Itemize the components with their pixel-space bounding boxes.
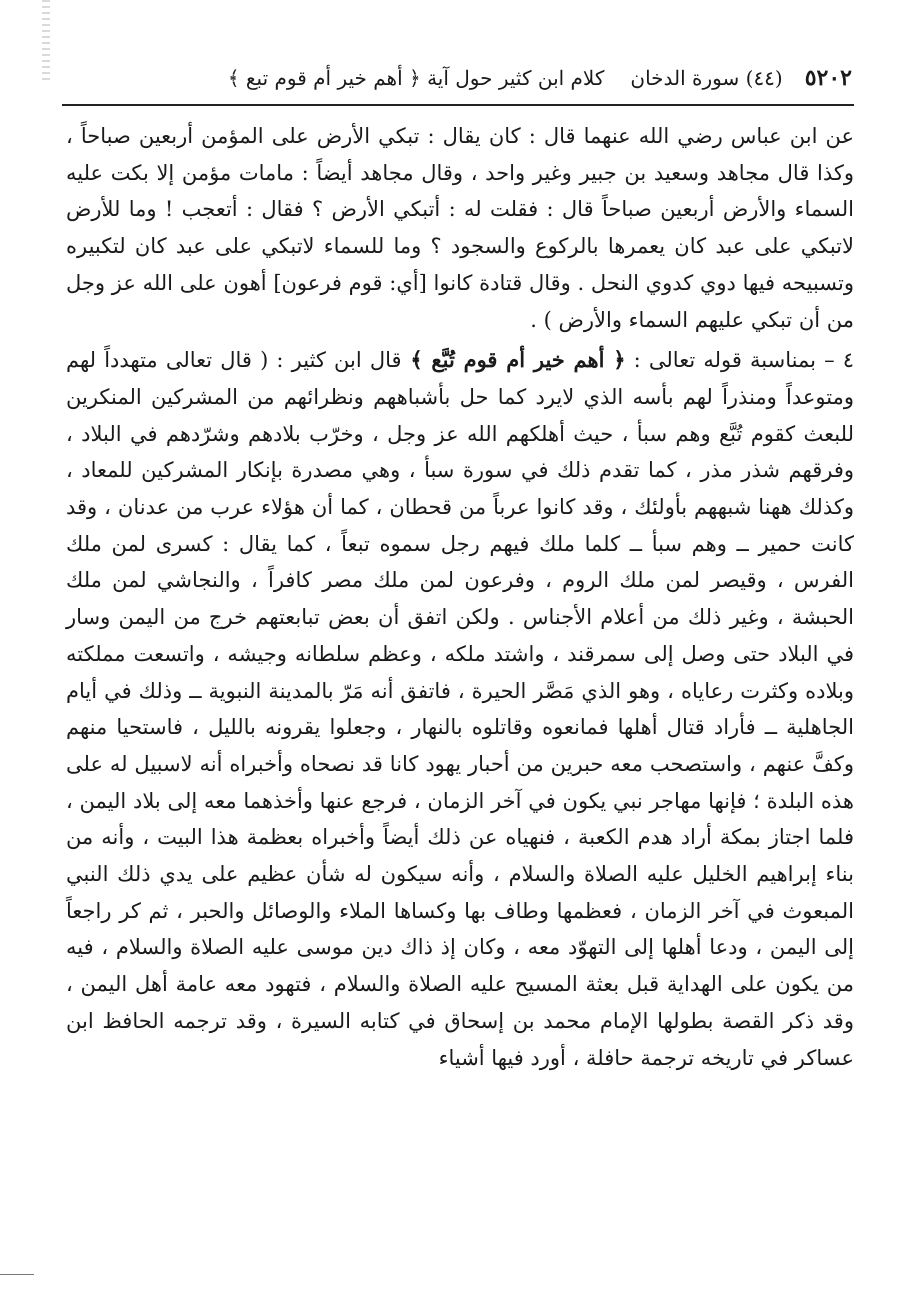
page-body — [66, 118, 854, 1076]
scan-bottom-mark — [0, 1274, 34, 1275]
verse-quote: ﴿ أهم خير أم قوم تُبَّع ﴾ — [401, 347, 626, 373]
paragraph-2-text: قال ابن كثير : ( قال تعالى متهدداً لهم ومتوعداً ومنذراً لهم بأسه الذي لايرد كما حل بأشباههم ونظرائهم من المشركين المنكرين للبعث كقوم تُبَّع وهم سبأ ، حيث أهلكهم الله عز وجل ، وخرّب بلادهم وشرّدهم في البلاد ، وفرقهم شذر مذر ، كما تقدم ذلك في سورة سبأ ، وهي مصدرة بإنكار المشركين للمعاد ، وكذلك ههنا شبههم بأولئك ، وقد كانوا عرباً من قحطان ، كما أن هؤلاء عرب من عدنان ، وقد كانت حمير ــ وهم سبأ ــ كلما ملك فيهم رجل سموه تبعاً ، كما يقال : كسرى لمن ملك الفرس ، وقيصر لمن ملك الروم ، وفرعون لمن ملك مصر كافراً ، والنجاشي لمن ملك الحبشة ، وغير ذلك من أعلام الأجناس . ولكن اتفق أن بعض تبابعتهم خرج من اليمن وسار في البلاد حتى وصل إلى سمرقند ، واشتد ملكه ، وعظم سلطانه وجيشه ، واتسعت مملكته وبلاده وكثرت رعاياه ، وهو الذي مَصَّر الحيرة ، فاتفق أنه مَرّ بالمدينة النبوية ــ وذلك في أيام الجاهلية ــ فأراد قتال أهلها فمانعوه وقاتلوه بالنهار ، وجعلوا يقرونه بالليل ، فاستحيا منهم وكفَّ عنهم ، واستصحب معه حبرين من أحبار يهود كانا قد نصحاه وأخبراه أنه لاسبيل له على هذه البلدة ؛ فإنها مهاجر نبي يكون في آخر الزمان ، فرجع عنها وأخذهما معه إلى بلاد اليمن ، فلما اجتاز بمكة أراد هدم الكعبة ، فنهياه عن ذلك أيضاً وأخبراه بعظمة هذا البيت ، وأنه من بناء إبراهيم الخليل عليه الصلاة والسلام ، وأنه سيكون له شأن عظيم على يدي ذلك النبي المبعوث في آخر الزمان ، فعظمها وطاف بها وكساها الملاء والوصائل والحبر ، ثم كر راجعاً إلى اليمن ، ودعا أهلها إلى التهوّد معه ، وكان إذ ذاك دين موسى عليه الصلاة والسلام ، فيه من يكون على الهداية قبل بعثة المسيح عليه الصلاة والسلام ، فتهود معه عامة أهل اليمن ، وقد ذكر القصة بطولها الإمام محمد بن إسحاق في كتابه السيرة ، وقد ترجمه الحافظ ابن عساكر في تاريخه ترجمة حافلة ، أورد فيها أشياء — [66, 348, 855, 1070]
header-divider — [62, 104, 854, 106]
scan-margin-mark — [42, 0, 50, 80]
page-header — [62, 58, 852, 98]
paragraph-1: عن ابن عباس رضي الله عنهما قال : كان يقال : تبكي الأرض على المؤمن أربعين صباحاً ، وكذا قال مجاهد وسعيد بن جبير وغير واحد ، وقال مجاهد أيضاً : مامات مؤمن إلا بكت عليه السماء والأرض أربعين صباحاً قال : فقلت له : أتبكي الأرض ؟ فقال : أتعجب ! وما للأرض لاتبكي على عبد كان يعمرها بالركوع والسجود ؟ وما للسماء لاتبكي على عبد كان لتكبيره وتسبيحه فيها دوي كدوي النحل . وقال قتادة كانوا [أي: قوم فرعون] أهون على الله عز وجل من أن تبكي عليهم السماء والأرض ) . — [66, 124, 854, 332]
running-title: كلام ابن كثير حول آية ﴿ أهم خير أم قوم تبع ﴾ — [227, 66, 605, 90]
page-number: ٥٢٠٢ — [804, 65, 852, 91]
surah-title: (٤٤) سورة الدخان — [630, 66, 783, 90]
paragraph-2-lead: ٤ – بمناسبة قوله تعالى : — [625, 348, 854, 373]
paragraph-2 — [66, 342, 854, 1076]
